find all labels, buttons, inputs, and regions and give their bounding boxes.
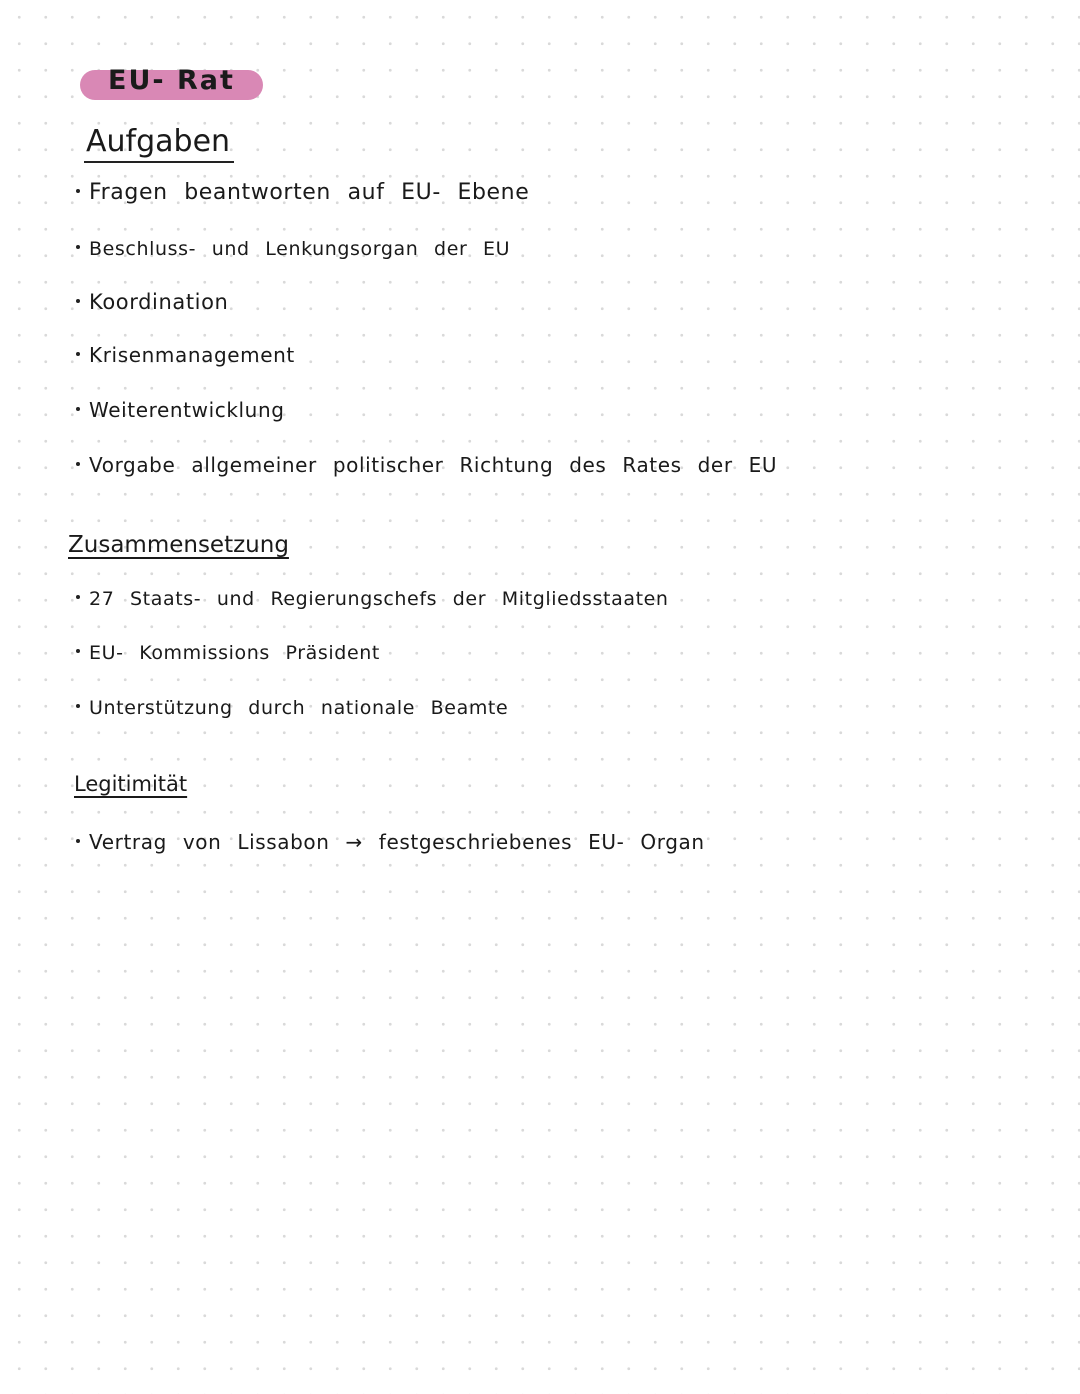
list-item xyxy=(76,290,228,314)
bullet-icon xyxy=(76,462,80,466)
list-item xyxy=(76,830,705,854)
heading-legitimitaet: Legitimität xyxy=(74,772,188,796)
list-item xyxy=(76,238,510,260)
bullet-icon xyxy=(76,839,80,843)
bullet-icon xyxy=(76,407,80,411)
list-item-text: Beschluss- und Lenkungsorgan der EU xyxy=(89,238,511,260)
list-item xyxy=(76,343,295,367)
list-item xyxy=(76,642,380,664)
bullet-icon xyxy=(76,189,80,193)
list-item-text: Unterstützung durch nationale Beamte xyxy=(89,697,509,719)
heading-aufgaben: Aufgaben xyxy=(84,124,234,163)
list-item-text: Fragen beantworten auf EU- Ebene xyxy=(89,180,530,205)
title-highlight xyxy=(80,64,263,100)
list-item-text: Vertrag von Lissabon → festgeschriebenes EU- Organ xyxy=(89,830,705,854)
heading-zusammensetzung: Zusammensetzung xyxy=(68,532,289,558)
list-item-text: 27 Staats- und Regierungschefs der Mitgliedsstaaten xyxy=(89,588,669,610)
list-item xyxy=(76,180,529,205)
list-item xyxy=(76,453,777,477)
page-title: EU- Rat xyxy=(108,64,235,96)
bullet-icon xyxy=(76,649,80,653)
list-item xyxy=(76,697,508,719)
list-item-text: Vorgabe allgemeiner politischer Richtung des Rates der EU xyxy=(89,453,778,477)
list-item-text: EU- Kommissions Präsident xyxy=(89,642,380,664)
list-item-text: Krisenmanagement xyxy=(89,343,295,367)
bullet-icon xyxy=(76,704,80,708)
list-item xyxy=(76,588,669,610)
bullet-icon xyxy=(76,245,80,249)
list-item-text: Koordination xyxy=(89,290,229,314)
list-item xyxy=(76,398,285,422)
bullet-icon xyxy=(76,352,80,356)
bullet-icon xyxy=(76,595,80,599)
bullet-icon xyxy=(76,299,80,303)
list-item-text: Weiterentwicklung xyxy=(89,398,285,422)
